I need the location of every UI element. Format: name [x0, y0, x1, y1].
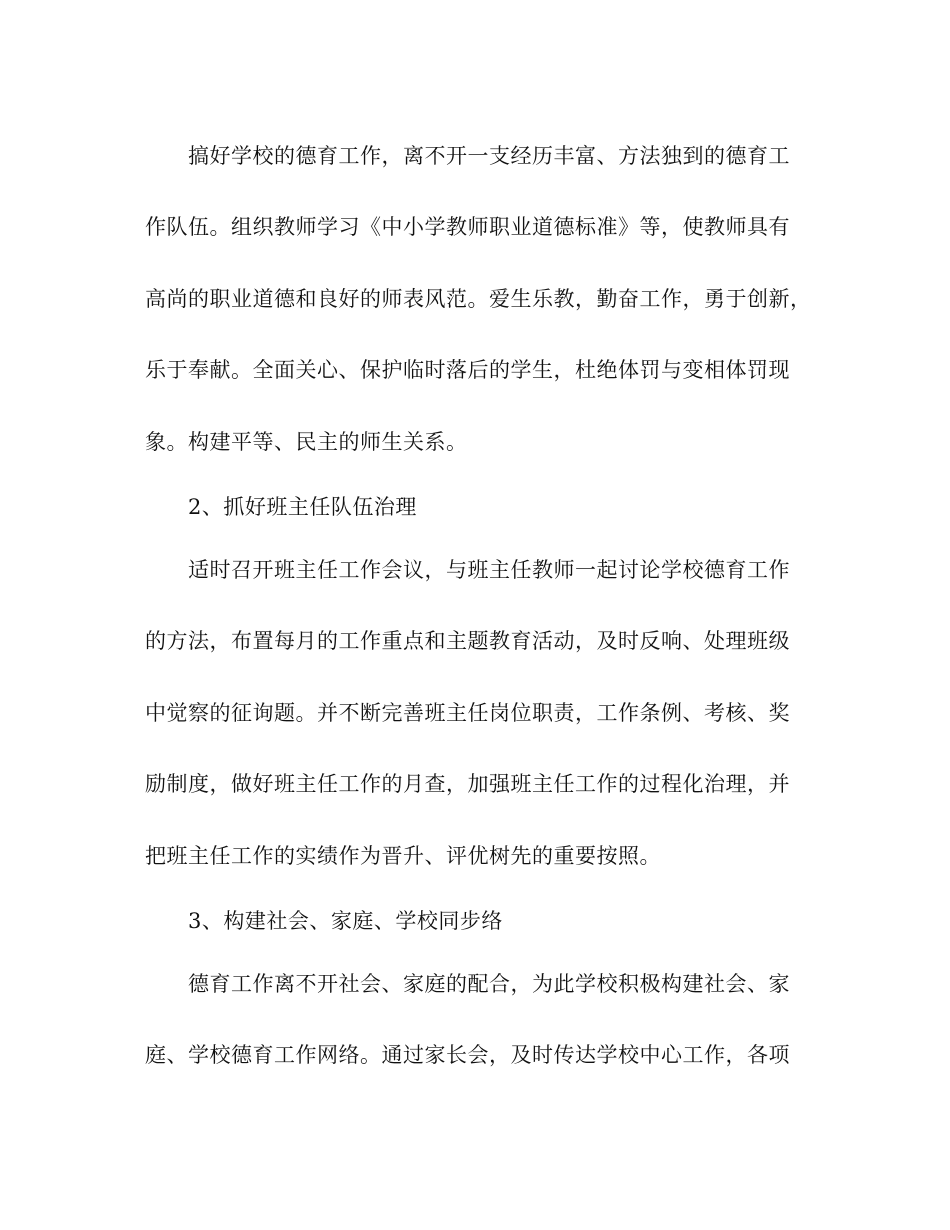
- paragraph-line: 象。构建平等、民主的师生关系。: [145, 430, 468, 454]
- paragraph-line: 高尚的职业道德和良好的师表风范。爱生乐教，勤奋工作，勇于创新，: [145, 287, 812, 311]
- paragraph-line: 乐于奉献。全面关心、保护临时落后的学生，杜绝体罚与变相体罚现: [145, 358, 790, 382]
- paragraph-line: 励制度，做好班主任工作的月查，加强班主任工作的过程化治理，并: [145, 772, 790, 796]
- paragraph-line: 德育工作离不开社会、家庭的配合，为此学校积极构建社会、家: [188, 972, 790, 996]
- section-heading-network: 3、构建社会、家庭、学校同步络: [188, 909, 503, 933]
- paragraph-line: 的方法，布置每月的工作重点和主题教育活动，及时反响、处理班级: [145, 629, 790, 653]
- paragraph-line: 中觉察的征询题。并不断完善班主任岗位职责，工作条例、考核、奖: [145, 701, 790, 725]
- paragraph-line: 庭、学校德育工作网络。通过家长会，及时传达学校中心工作，各项: [145, 1043, 790, 1067]
- paragraph-line: 把班主任工作的实绩作为晋升、评优树先的重要按照。: [145, 844, 661, 868]
- paragraph-line: 搞好学校的德育工作，离不开一支经历丰富、方法独到的德育工: [188, 144, 790, 168]
- paragraph-line: 适时召开班主任工作会议，与班主任教师一起讨论学校德育工作: [188, 558, 790, 582]
- section-heading-class-teacher: 2、抓好班主任队伍治理: [188, 495, 417, 519]
- paragraph-line: 作队伍。组织教师学习《中小学教师职业道德标准》等，使教师具有: [145, 215, 790, 239]
